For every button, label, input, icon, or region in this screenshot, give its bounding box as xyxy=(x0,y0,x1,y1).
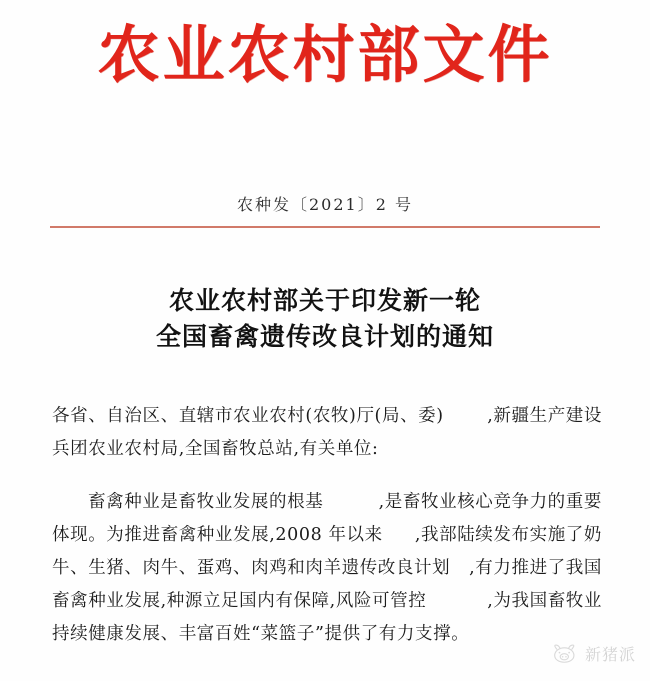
page-title xyxy=(0,283,650,355)
paragraph-line-1-part-2: ,是畜牧业核心竞争力的重要 xyxy=(378,492,602,512)
masthead xyxy=(0,18,650,91)
document-body xyxy=(52,400,602,651)
paragraph-line-1-part-1 xyxy=(52,486,323,519)
masthead-title: 农业农村部文件 xyxy=(97,18,553,91)
recipient-line xyxy=(52,400,602,433)
recipient-line: 兵团农业农村局,全国畜牧总站,有关单位: xyxy=(52,439,379,459)
recipient-line-1-part-2: ,新疆生产建设 xyxy=(487,406,602,426)
pig-head-logo-icon xyxy=(551,643,579,665)
paragraph-line-2-part-2: ,我部陆续发布实施了奶 xyxy=(414,525,602,545)
body-paragraph xyxy=(52,486,602,651)
recipient-block xyxy=(52,400,602,466)
document-number: 农种发〔2021〕2 号 xyxy=(237,195,413,214)
paragraph-line xyxy=(52,585,602,618)
paragraph-line-4-part-1: 畜禽种业发展,种源立足国内有保障,风险可管控 xyxy=(52,591,427,611)
heading-line-2: 全国畜禽遗传改良计划的通知 xyxy=(155,322,494,351)
paragraph-line: 持续健康发展、丰富百姓“菜篮子”提供了有力支撑。 xyxy=(52,624,470,644)
paragraph-line-3-part-1: 牛、生猪、肉牛、蛋鸡、肉鸡和肉羊遗传改良计划 xyxy=(52,558,451,578)
paragraph-line-2-part-1: 体现。为推进畜禽种业发展,2008 年以来 xyxy=(52,525,383,545)
paragraph-line xyxy=(52,519,602,552)
paragraph-line-4-part-2: ,为我国畜牧业 xyxy=(487,591,602,611)
watermark-label: 新猪派 xyxy=(584,645,636,664)
red-divider-rule xyxy=(50,226,600,228)
recipient-line-1-part-1: 各省、自治区、直辖市农业农村(农牧)厅(局、委) xyxy=(52,406,444,426)
watermark xyxy=(551,642,636,665)
paragraph-line xyxy=(52,552,602,585)
paragraph-line xyxy=(52,486,602,519)
heading-line-1: 农业农村部关于印发新一轮 xyxy=(168,286,481,315)
paragraph-line-3-part-2: ,有力推进了我国 xyxy=(469,558,602,578)
paragraph-line-1-text: 畜禽种业是畜牧业发展的根基 xyxy=(88,492,324,512)
